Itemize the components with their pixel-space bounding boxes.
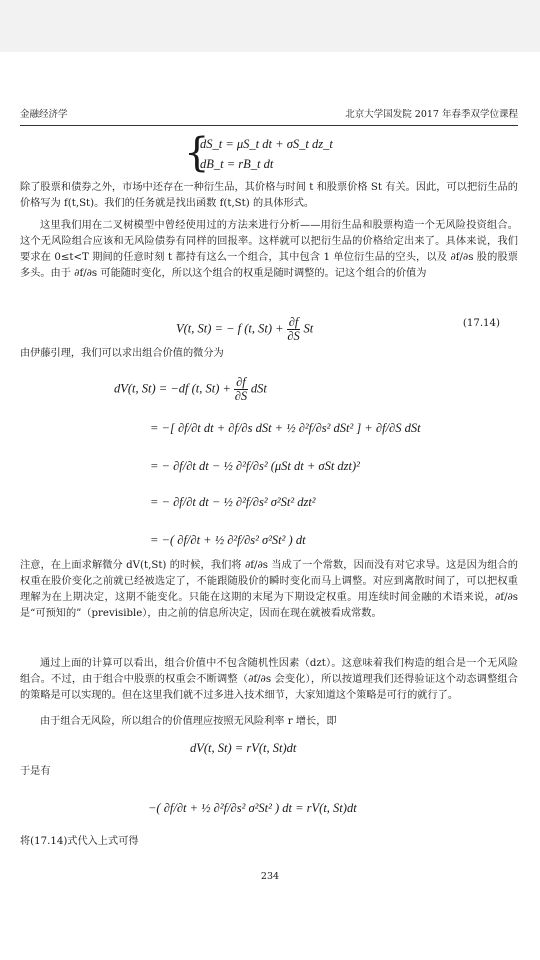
equation-dv-lhs: dV(t, St) = −df (t, St) + <box>114 381 231 396</box>
equation-dv-line-5: = −( ∂f/∂t + ½ ∂²f/∂s² σ²St² ) dt <box>150 533 306 547</box>
fraction-denominator: ∂S <box>234 389 248 403</box>
paragraph-substitute: 将(17.14)式代入上式可得 <box>20 836 139 847</box>
page-number: 234 <box>260 871 280 882</box>
equation-final: −( ∂f/∂t + ½ ∂²f/∂s² σ²St² ) dt = rV(t, St)dt <box>148 801 357 815</box>
fraction-numerator: ∂f <box>236 375 246 389</box>
equation-dv-tail: dSt <box>250 381 267 396</box>
equation-v-tail: St <box>303 321 314 336</box>
paragraph-previsible-note: 注意，在上面求解微分 dV(t,St) 的时候，我们将 ∂f/∂s 当成了一个常数，因而没有对它求导。这是因为组合的权重在股价变化之前就已经被选定了，不能跟随股价的瞬时变化而马上调整。对应到离散时间了，可以把权重理解为在上期决定，这期不能变化。只能在这期的末尾为下期设定权重。用连续时间金融的术语来说，∂f/∂s 是“可预知的”（previsible），由之前的信息所决定，因而在现在就被看成常数。 <box>20 560 518 619</box>
paragraph-riskfree-growth: 由于组合无风险，所以组合的价值理应按照无风险利率 r 增长，即 <box>40 716 337 727</box>
equation-stock-sde: dS_t = μS_t dt + σS_t dz_t <box>200 137 333 151</box>
paragraph-therefore: 于是有 <box>20 766 51 777</box>
fraction-df-ds <box>287 316 301 343</box>
paragraph-ito-lemma: 由伊藤引理，我们可以求出组合价值的微分为 <box>20 348 224 359</box>
equation-dv-line-1 <box>114 376 267 403</box>
equation-dv-line-2: = −[ ∂f/∂t dt + ∂f/∂s dSt + ½ ∂²f/∂s² dSt² ] + ∂f/∂S dSt <box>150 421 421 435</box>
equation-riskfree-growth: dV(t, St) = rV(t, St)dt <box>190 741 297 755</box>
paragraph-riskless-portfolio: 通过上面的计算可以看出，组合价值中不包含随机性因素（dzt）。这意味着我们构造的组合是一个无风险组合。不过，由于组合中股票的权重会不断调整（∂f/∂s 会变化），所以按道理我们还得验证这个动态调整组合的策略是可以实现的。但在这里我们就不过多进入技术细节，大家知道这个策略是可行的就行了。 <box>20 658 518 701</box>
equation-portfolio-value <box>176 316 313 343</box>
fraction-denominator: ∂S <box>287 329 300 343</box>
equation-brace: { <box>184 130 210 176</box>
paragraph-derivative-intro: 除了股票和债券之外，市场中还存在一种衍生品，其价格与时间 t 和股票价格 St 有关。因此，可以把衍生品的价格写为 f(t,St)。我们的任务就是找出函数 f(t,St) 的具体形式。 <box>20 182 518 209</box>
header-course-title: 金融经济学 <box>20 109 68 120</box>
equation-number: (17.14) <box>462 318 500 329</box>
equation-bond-ode: dB_t = rB_t dt <box>200 157 274 171</box>
equation-v-lhs: V(t, St) = − f (t, St) + <box>176 321 284 336</box>
fraction-numerator: ∂f <box>288 315 299 329</box>
fraction-df-ds-2 <box>234 376 248 403</box>
paragraph-portfolio-construction: 这里我们用在二叉树模型中曾经使用过的方法来进行分析——用衍生品和股票构造一个无风险投资组合。这个无风险组合应该和无风险债券有同样的回报率。这样就可以把衍生品的价格给定出来了。具体来说，我们要求在 0≤t<T 期间的任意时刻 t 都持有这么一个组合，其中包含 1 单位衍生品的空头，以及 ∂f/∂s 股的股票多头。由于 ∂f/∂s 可能随时变化，所以这个组合的权重是随时调整的。记这个组合的价值为 <box>20 220 518 279</box>
equation-dv-line-4: = − ∂f/∂t dt − ½ ∂²f/∂s² σ²St² dzt² <box>150 495 316 509</box>
viewer-top-bar <box>0 0 540 52</box>
running-header <box>20 108 518 126</box>
equation-dv-line-3: = − ∂f/∂t dt − ½ ∂²f/∂s² (μSt dt + σSt dzt)² <box>150 459 360 473</box>
header-institution: 北京大学国发院 2017 年春季双学位课程 <box>345 109 518 120</box>
